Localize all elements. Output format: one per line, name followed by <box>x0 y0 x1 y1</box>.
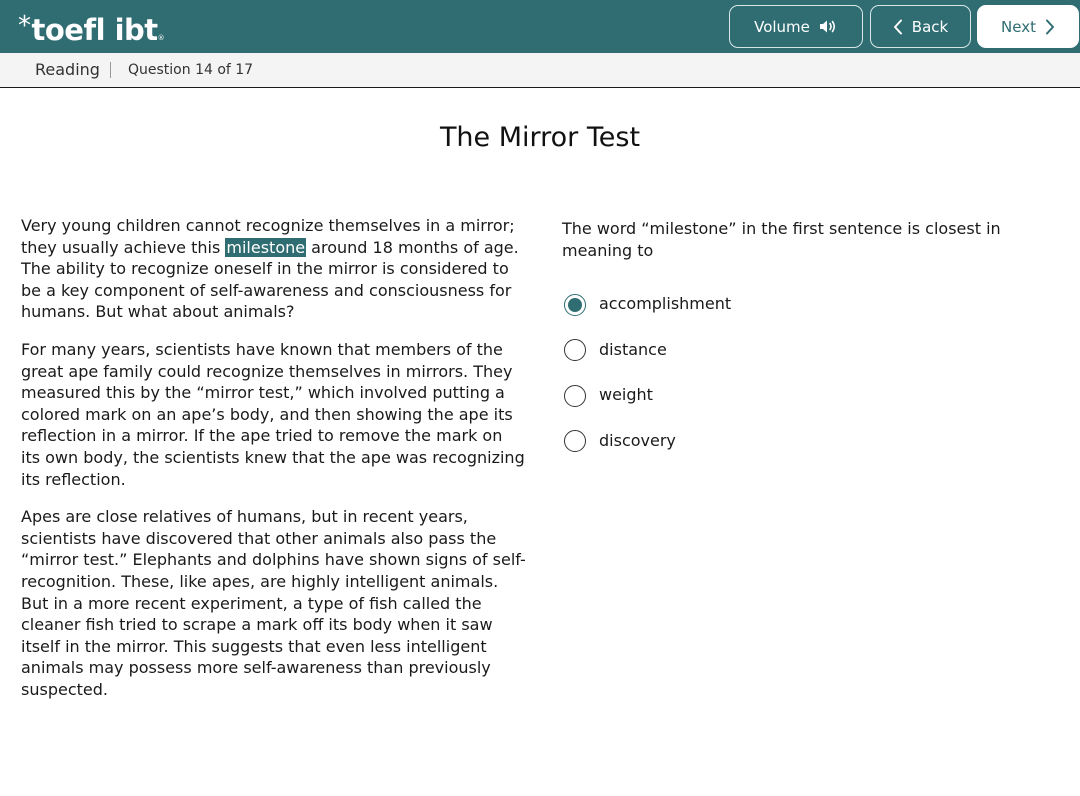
radio-button-selected[interactable] <box>564 294 586 316</box>
answer-option-weight[interactable] <box>564 373 1044 419</box>
passage-paragraph-3: Apes are close relatives of humans, but in recent years, scientists have discovered that other animals also pass the “mirror test.” Elephants and dolphins have shown signs of self-recognition. These, like apes, are highly intelligent animals. But in a more recent experiment, a type of fish called the cleaner fish tried to scrape a mark off its body when it saw itself in the mirror. This suggests that even less intelligent animals may possess more self-awareness than previously suspected. <box>21 507 526 699</box>
paragraph-1-text-start: Very young children cannot recognize themselves in a mirror; they usually achieve this <box>21 216 515 257</box>
option-label: accomplishment <box>599 294 732 314</box>
paragraph-1-text-end: around 18 months of age. The ability to recognize oneself in the mirror is considered to be a key component of self-awareness and consciousness for humans. But what about animals? <box>21 237 519 322</box>
answer-options <box>564 282 1044 464</box>
logo-text: toefl ibt <box>31 13 158 47</box>
answer-option-accomplishment[interactable] <box>564 282 1044 328</box>
back-label: Back <box>911 17 949 36</box>
radio-button[interactable] <box>564 385 586 407</box>
radio-dot <box>568 298 582 312</box>
volume-label: Volume <box>754 17 810 36</box>
highlighted-word: milestone <box>226 237 306 257</box>
option-label: discovery <box>599 430 676 450</box>
top-bar <box>0 0 1080 53</box>
next-label: Next <box>1001 17 1036 36</box>
radio-button[interactable] <box>564 339 586 361</box>
section-name: Reading <box>35 60 100 79</box>
question-counter: Question 14 of 17 <box>128 62 254 78</box>
option-label: distance <box>599 339 667 359</box>
answer-option-discovery[interactable] <box>564 419 1044 465</box>
option-label: weight <box>599 385 653 405</box>
chevron-right-icon <box>1045 19 1055 35</box>
speaker-icon <box>819 19 838 34</box>
chevron-left-icon <box>893 19 903 35</box>
passage-paragraph-1 <box>21 215 526 323</box>
sub-header <box>0 53 1080 88</box>
reading-passage <box>21 215 526 716</box>
passage-paragraph-2: For many years, scientists have known that members of the great ape family could recognize themselves in mirrors. They measured this by the “mirror test,” which involved putting a colored mark on an ape’s body, and then showing the ape its reflection in a mirror. If the ape tried to remove the mark on its own body, the scientists knew that the ape was recognizing its reflection. <box>21 339 525 489</box>
divider <box>110 62 111 78</box>
logo-trademark: ® <box>157 34 165 42</box>
passage-title: The Mirror Test <box>439 122 641 153</box>
back-button[interactable] <box>870 5 971 48</box>
volume-button[interactable] <box>729 5 863 48</box>
answer-option-distance[interactable] <box>564 328 1044 374</box>
radio-button[interactable] <box>564 430 586 452</box>
next-button[interactable] <box>977 5 1079 48</box>
toefl-logo <box>18 7 164 57</box>
question-prompt: The word “milestone” in the first sentence is closest in meaning to <box>562 219 1001 260</box>
logo-asterisk: * <box>18 11 31 41</box>
